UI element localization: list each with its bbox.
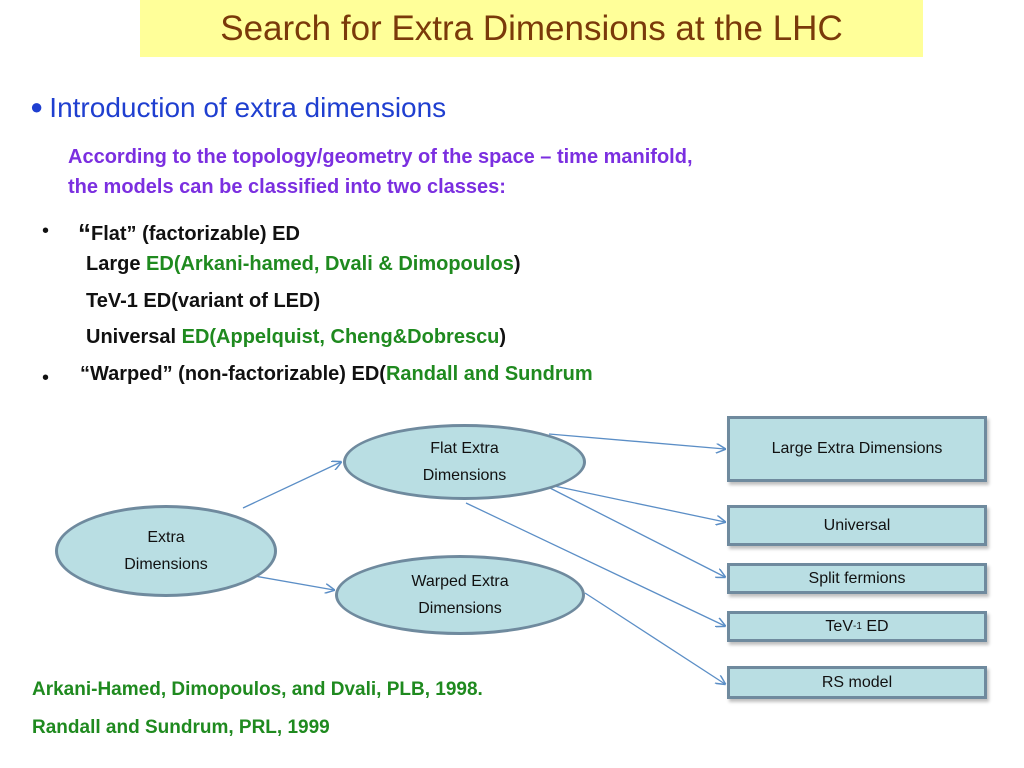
box-large-extra-dimensions: Large Extra Dimensions (727, 416, 987, 482)
arrow-flat-to-universal (540, 483, 725, 522)
node-extra-line-1: Extra (147, 529, 185, 546)
node-warped-line-1: Warped Extra (411, 573, 509, 590)
warped-bullet-icon: • (42, 367, 50, 389)
flat-heading-text: Flat” (factorizable) ED (91, 223, 300, 245)
intro-bullet-icon: ● (30, 94, 44, 119)
node-warped-line-2: Dimensions (418, 600, 502, 617)
flat-bullet-icon: • (42, 220, 50, 242)
node-flat-line-2: Dimensions (422, 467, 507, 484)
arrow-extra-to-flat (243, 462, 341, 508)
slide-title: Search for Extra Dimensions at the LHC (140, 0, 923, 57)
tev-base: TeV (825, 617, 853, 635)
tev-ed-line: TeV-1 ED(variant of LED) (86, 290, 321, 312)
warped-heading-text: “Warped” (non-factorizable) ED( (80, 363, 386, 385)
universal-ed-close: ) (499, 326, 507, 348)
node-warped-extra-dimensions (335, 555, 585, 635)
arrow-flat-to-split (546, 486, 725, 577)
intro-text: Introduction of extra dimensions (49, 92, 447, 123)
large-ed-close: ) (513, 253, 521, 275)
warped-heading-ref: Randall and Sundrum (385, 363, 593, 385)
universal-ed-prefix: Universal (86, 326, 182, 348)
tev-superscript: -1 (853, 621, 862, 632)
reference-1: Arkani-Hamed, Dimopoulos, and Dvali, PLB, 1998. (32, 679, 483, 700)
universal-ed-ref: ED(Appelquist, Cheng&Dobrescu (181, 326, 500, 348)
box-tev-ed (727, 611, 987, 642)
node-flat-line-1: Flat Extra (430, 440, 499, 457)
large-ed-prefix: Large (86, 253, 147, 275)
box-split-fermions: Split fermions (727, 563, 987, 594)
classification-line-1: According to the topology/geometry of the space – time manifold, (68, 146, 693, 168)
classification-line-2: the models can be classified into two classes: (68, 176, 506, 198)
box-rs-model: RS model (727, 666, 987, 699)
reference-2: Randall and Sundrum, PRL, 1999 (32, 717, 330, 738)
node-flat-extra-dimensions (343, 424, 586, 500)
flat-open-quote: “ (78, 218, 91, 248)
box-universal: Universal (727, 505, 987, 546)
arrow-warped-to-rs (585, 593, 725, 684)
node-extra-dimensions (55, 505, 277, 597)
node-extra-line-2: Dimensions (124, 556, 208, 573)
large-ed-ref: ED(Arkani-hamed, Dvali & Dimopoulos (146, 253, 514, 275)
tev-suffix: ED (861, 617, 889, 635)
